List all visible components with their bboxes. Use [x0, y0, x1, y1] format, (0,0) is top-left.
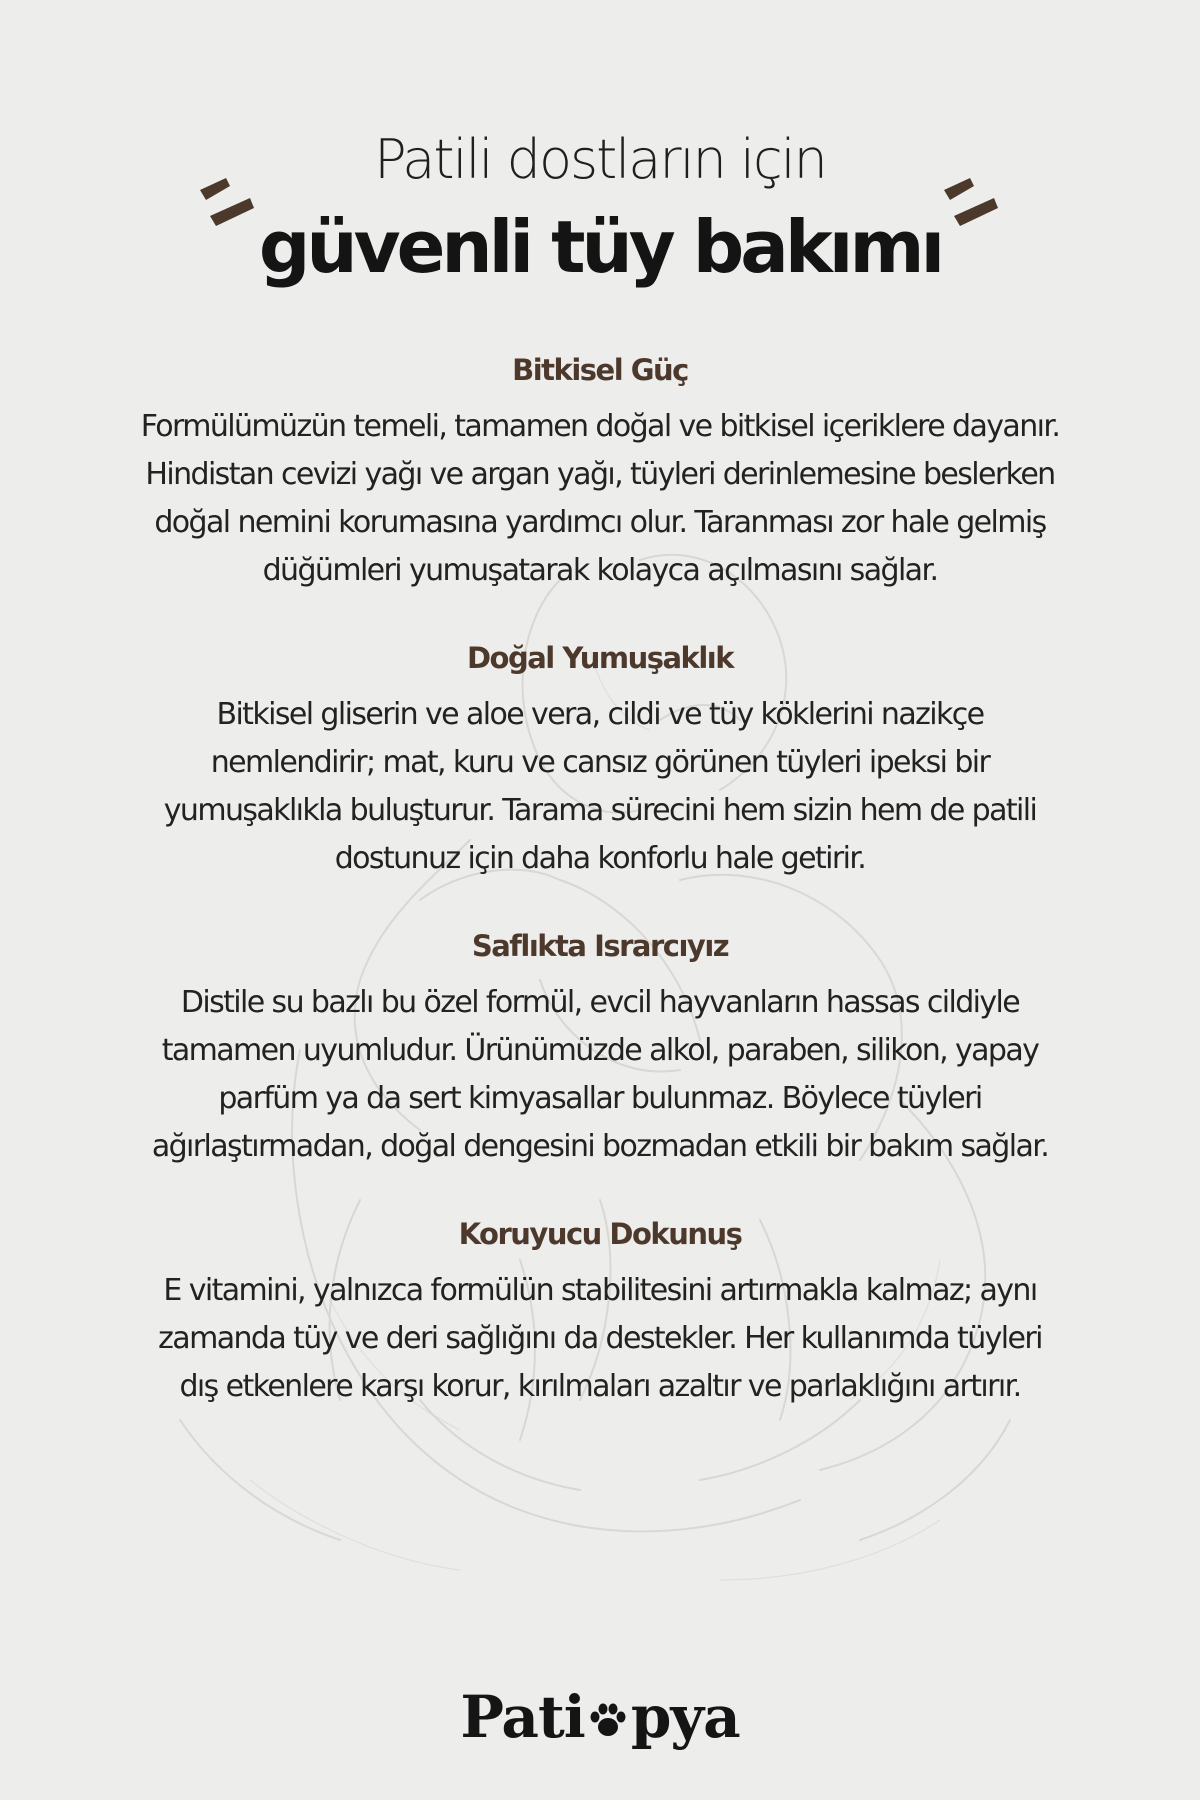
- logo-text-end: pya: [630, 1683, 740, 1751]
- section-heading: Saflıkta Israrcıyız: [471, 929, 729, 963]
- section-bitkisel-guc: [140, 345, 1060, 595]
- section-body: Distile su bazlı bu özel formül, evcil hayvanların hassas cildiyle tamamen uyumludur. Ürünümüzde alkol, paraben, silikon, yapay parfüm ya da sert kimyasallar bulunmaz. Böylece tüyleri ağırlaştırmadan, doğal dengesini bozmadan etkili bir bakım sağlar.: [151, 985, 1049, 1164]
- logo-text-start: Pati: [460, 1683, 585, 1751]
- section-body: Bitkisel gliserin ve aloe vera, cildi ve tüy köklerini nazikçe nemlendirir; mat, kuru ve cansız görünen tüyleri ipeksi bir yumuşaklıkla buluşturur. Tarama sürecini hem sizin hem de patili dostunuz için daha konforlu hale getirir.: [163, 697, 1037, 876]
- section-koruyucu-dokunus: [140, 1209, 1060, 1411]
- page-subtitle: Patili dostların için: [374, 128, 826, 191]
- section-dogal-yumusaklik: [140, 633, 1060, 883]
- section-body: Formülümüzün temeli, tamamen doğal ve bitkisel içeriklere dayanır. Hindistan cevizi yağı ve argan yağı, tüyleri derinlemesine beslerken doğal nemini korumasına yardımcı olur. Taranması zor hale gelmiş düğümleri yumuşatarak kolayca açılmasını sağlar.: [140, 409, 1060, 588]
- section-saflikta-israrciyiz: [140, 921, 1060, 1171]
- feature-sections: [140, 345, 1060, 1449]
- paw-icon: [586, 1698, 630, 1742]
- brand-logo: [0, 1683, 1200, 1751]
- page-title: güvenli tüy bakımı: [258, 205, 942, 289]
- section-heading: Koruyucu Dokunuş: [458, 1217, 742, 1251]
- section-heading: Doğal Yumuşaklık: [466, 641, 734, 675]
- section-body: E vitamini, yalnızca formülün stabilitesini artırmakla kalmaz; aynı zamanda tüy ve deri sağlığını da destekler. Her kullanımda tüyleri dış etkenlere karşı korur, kırılmaları azaltır ve parlaklığını artırır.: [158, 1273, 1042, 1404]
- header: [0, 118, 1200, 292]
- section-heading: Bitkisel Güç: [512, 353, 688, 387]
